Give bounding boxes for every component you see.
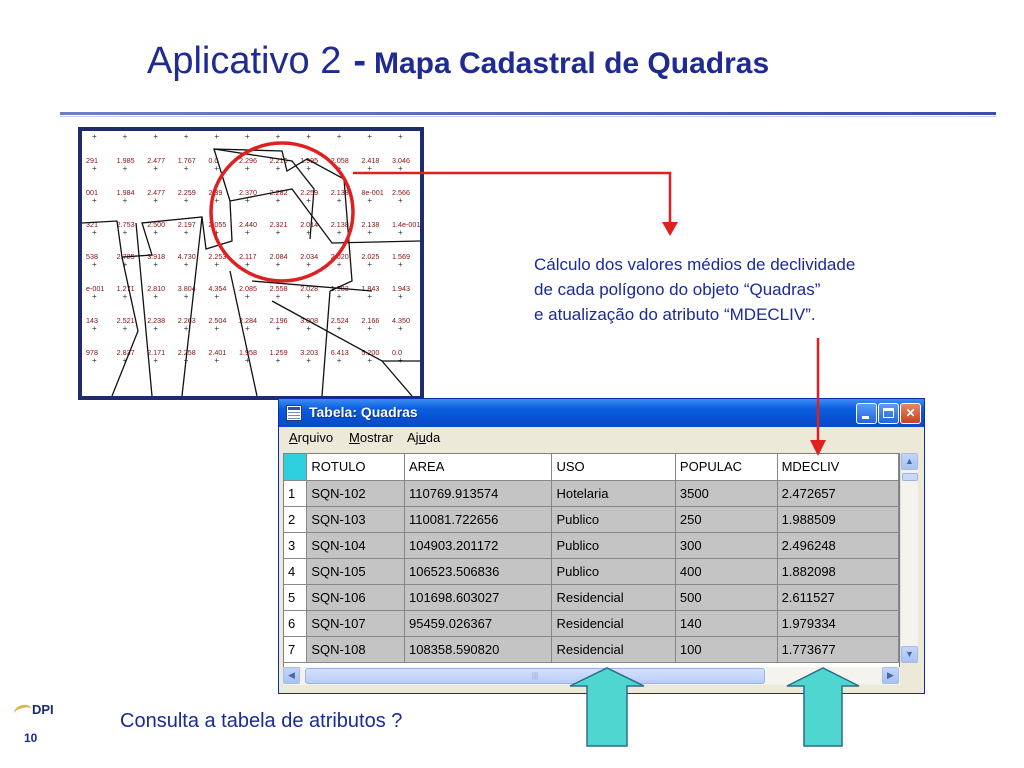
grid-value: 2.837 bbox=[116, 348, 135, 357]
grid-value: 1.995 bbox=[300, 156, 319, 165]
menu-ajuda[interactable] bbox=[407, 430, 440, 445]
grid-value: 2.566 bbox=[392, 188, 410, 197]
attribute-table bbox=[284, 454, 899, 663]
grid-cross: + bbox=[122, 356, 128, 365]
grid-value: 2.259 bbox=[300, 188, 319, 197]
grid-cross: + bbox=[214, 228, 220, 237]
cell-uso[interactable]: Residencial bbox=[552, 584, 675, 610]
cell-area[interactable]: 104903.201172 bbox=[404, 532, 551, 558]
grid-cross: + bbox=[122, 260, 128, 269]
scrollbar-corner bbox=[900, 667, 918, 685]
grid-cross: + bbox=[245, 260, 250, 269]
grid-value: 2.138 bbox=[361, 220, 380, 229]
grid-value: 2.558 bbox=[269, 284, 288, 293]
title-divider bbox=[60, 112, 996, 115]
grid-cross: + bbox=[245, 292, 250, 301]
grid-value: 2.258 bbox=[177, 348, 196, 357]
grid-value: 2.117 bbox=[239, 252, 257, 261]
cell-area[interactable]: 101698.603027 bbox=[404, 584, 551, 610]
grid-value: 2.785 bbox=[116, 252, 135, 261]
grid-value: 2.418 bbox=[361, 156, 380, 165]
table-icon bbox=[286, 405, 302, 421]
grid-cross: + bbox=[367, 324, 373, 333]
grid-cross: + bbox=[275, 324, 281, 333]
grid-cross: + bbox=[214, 260, 220, 269]
grid-value: 1.958 bbox=[239, 348, 257, 357]
cell-uso[interactable]: Publico bbox=[552, 558, 675, 584]
menu-arquivo[interactable] bbox=[289, 430, 333, 445]
grid-cross: + bbox=[183, 228, 189, 237]
attribute-table-window[interactable] bbox=[278, 398, 925, 694]
title-subtitle: Mapa Cadastral de Quadras bbox=[373, 47, 770, 80]
scroll-down-button[interactable] bbox=[901, 646, 918, 663]
grid-cross: + bbox=[183, 132, 189, 141]
grid-cross: + bbox=[306, 260, 311, 269]
annotation-line: e atualização do atributo “MDECLIV”. bbox=[534, 305, 816, 324]
menu-accel: M bbox=[349, 430, 360, 445]
cell-area[interactable]: 106523.506836 bbox=[404, 558, 551, 584]
cell-populac[interactable]: 250 bbox=[675, 506, 777, 532]
scroll-up-button[interactable] bbox=[901, 453, 918, 470]
grid-value: 3.804 bbox=[177, 284, 196, 293]
grid-cross: + bbox=[245, 228, 250, 237]
grid-cross: + bbox=[183, 260, 189, 269]
select-all-cell[interactable] bbox=[284, 454, 307, 480]
grid-cross: + bbox=[306, 196, 311, 205]
grid-value: 2.401 bbox=[208, 348, 227, 357]
horizontal-scrollbar[interactable] bbox=[283, 667, 900, 685]
cell-mdecliv[interactable]: 2.472657 bbox=[777, 480, 898, 506]
grid-value: 1.985 bbox=[116, 156, 135, 165]
grid-value: 2.020 bbox=[330, 252, 349, 261]
grid-cross: + bbox=[275, 356, 281, 365]
grid-cross: + bbox=[245, 196, 250, 205]
vertical-scroll-thumb[interactable] bbox=[902, 473, 918, 481]
grid-value: 1.843 bbox=[361, 284, 380, 293]
maximize-icon bbox=[883, 408, 894, 418]
table-row[interactable] bbox=[284, 506, 899, 532]
cell-mdecliv[interactable]: 1.988509 bbox=[777, 506, 898, 532]
logo-text: DPI bbox=[32, 702, 54, 717]
grid-cross: + bbox=[92, 132, 97, 141]
grid-cross: + bbox=[245, 132, 250, 141]
grid-cross: + bbox=[306, 132, 311, 141]
grid-value: 0.0 bbox=[392, 348, 402, 357]
grid-value: 2.370 bbox=[239, 188, 257, 197]
grid-cross: + bbox=[153, 324, 158, 333]
grid-value: 1.271 bbox=[116, 284, 135, 293]
row-number-cell[interactable]: 3 bbox=[284, 532, 307, 558]
cell-uso[interactable]: Residencial bbox=[552, 636, 675, 662]
menu-accel: u bbox=[418, 430, 426, 445]
grid-cross: + bbox=[336, 132, 342, 141]
grid-value: 1.983 bbox=[330, 284, 349, 293]
grid-cross: + bbox=[183, 292, 189, 301]
grid-cross: + bbox=[306, 292, 311, 301]
cell-uso[interactable]: Publico bbox=[552, 532, 675, 558]
grid-value: 2.171 bbox=[147, 348, 166, 357]
grid-cross: + bbox=[153, 260, 158, 269]
grid-value: 4.730 bbox=[177, 252, 196, 261]
menu-mostrar[interactable] bbox=[349, 430, 393, 445]
table-row[interactable] bbox=[284, 558, 899, 584]
row-number-cell[interactable]: 4 bbox=[284, 558, 307, 584]
grid-cross: + bbox=[245, 164, 250, 173]
grid-value: 2.753 bbox=[116, 220, 135, 229]
annotation-text bbox=[534, 252, 974, 327]
cell-populac[interactable]: 300 bbox=[675, 532, 777, 558]
grid-cross: + bbox=[92, 260, 97, 269]
slope-grid bbox=[86, 132, 420, 365]
grid-cross: + bbox=[367, 196, 373, 205]
minimize-icon bbox=[862, 416, 869, 419]
cell-uso[interactable]: Hotelaria bbox=[552, 480, 675, 506]
grid-cross: + bbox=[214, 356, 220, 365]
grid-cross: + bbox=[92, 164, 97, 173]
grid-cross: + bbox=[183, 356, 189, 365]
grid-value: 2.321 bbox=[269, 220, 288, 229]
grid-cross: + bbox=[398, 292, 403, 301]
grid-value: 8e-001 bbox=[361, 188, 384, 197]
table-header-row bbox=[284, 454, 899, 480]
grid-value: 6.413 bbox=[330, 348, 349, 357]
grid-cross: + bbox=[153, 164, 158, 173]
grid-value: 2.138 bbox=[330, 220, 349, 229]
grid-cross: + bbox=[214, 164, 220, 173]
cell-rotulo[interactable]: SQN-106 bbox=[307, 584, 405, 610]
cell-rotulo[interactable]: SQN-103 bbox=[307, 506, 405, 532]
grid-value: 1.259 bbox=[269, 348, 288, 357]
scroll-right-button[interactable] bbox=[882, 667, 899, 684]
grid-cross: + bbox=[336, 196, 342, 205]
grid-cross: + bbox=[153, 356, 158, 365]
grid-cross: + bbox=[153, 228, 158, 237]
grid-cross: + bbox=[367, 260, 373, 269]
grid-cross: + bbox=[122, 164, 128, 173]
grid-cross: + bbox=[245, 324, 250, 333]
page-number: 10 bbox=[24, 731, 38, 745]
cell-mdecliv[interactable]: 2.496248 bbox=[777, 532, 898, 558]
cell-rotulo[interactable]: SQN-105 bbox=[307, 558, 405, 584]
attribute-grid bbox=[283, 453, 900, 681]
cell-populac[interactable]: 3500 bbox=[675, 480, 777, 506]
table-row[interactable] bbox=[284, 610, 899, 636]
map-canvas bbox=[82, 131, 420, 396]
grid-cross: + bbox=[306, 324, 311, 333]
slide-title bbox=[147, 40, 769, 83]
grid-value: 3.203 bbox=[300, 348, 319, 357]
table-row[interactable] bbox=[284, 532, 899, 558]
grid-value: 4.350 bbox=[392, 316, 410, 325]
row-number-cell[interactable]: 5 bbox=[284, 584, 307, 610]
column-header-area[interactable]: AREA bbox=[404, 454, 551, 480]
close-button[interactable] bbox=[900, 403, 921, 424]
grid-cross: + bbox=[398, 164, 403, 173]
window-titlebar[interactable] bbox=[279, 399, 924, 427]
grid-value: 2.39 bbox=[208, 188, 223, 197]
cell-populac[interactable]: 140 bbox=[675, 610, 777, 636]
grid-cross: + bbox=[92, 324, 97, 333]
block-polygon bbox=[182, 217, 202, 396]
chevron-left-icon: ◀ bbox=[288, 670, 295, 680]
grid-value: 538 bbox=[86, 252, 98, 261]
cell-populac[interactable]: 500 bbox=[675, 584, 777, 610]
grid-value: 2.238 bbox=[147, 316, 166, 325]
grid-value: 5.200 bbox=[361, 348, 380, 357]
row-number-cell[interactable]: 1 bbox=[284, 480, 307, 506]
grid-cross: + bbox=[398, 228, 403, 237]
grid-cross: + bbox=[153, 292, 158, 301]
grid-cross: + bbox=[122, 292, 128, 301]
logo-swoosh bbox=[13, 703, 34, 720]
grid-value: 2.440 bbox=[239, 220, 257, 229]
grid-value: 2.025 bbox=[361, 252, 380, 261]
grid-value: 143 bbox=[86, 316, 98, 325]
block-polygon bbox=[322, 291, 330, 396]
grid-cross: + bbox=[214, 132, 220, 141]
grid-cross: + bbox=[122, 324, 128, 333]
grid-value: 2.138 bbox=[330, 188, 349, 197]
grid-cross: + bbox=[336, 292, 342, 301]
grid-value: 2.197 bbox=[177, 220, 196, 229]
grid-cross: + bbox=[398, 132, 403, 141]
column-header-uso[interactable]: USO bbox=[552, 454, 675, 480]
grid-value: 2.196 bbox=[269, 316, 288, 325]
grid-value: 2.058 bbox=[330, 156, 349, 165]
chevron-up-icon: ▲ bbox=[905, 456, 914, 466]
grid-cross: + bbox=[92, 228, 97, 237]
scroll-left-button[interactable] bbox=[283, 667, 300, 684]
annotation-line: Cálculo dos valores médios de declividade bbox=[534, 255, 856, 274]
grid-value: 2.034 bbox=[300, 252, 319, 261]
grid-cross: + bbox=[275, 164, 281, 173]
grid-cross: + bbox=[153, 196, 158, 205]
horizontal-scroll-thumb[interactable]: ||| bbox=[305, 668, 765, 684]
menu-label: da bbox=[425, 430, 441, 445]
grid-value: 2.259 bbox=[177, 188, 196, 197]
menu-bar bbox=[279, 427, 924, 449]
grid-value: 2.504 bbox=[208, 316, 227, 325]
cadastral-map bbox=[78, 127, 424, 400]
grid-cross: + bbox=[214, 292, 220, 301]
grid-value: 2.084 bbox=[269, 252, 288, 261]
grid-value: 1.984 bbox=[116, 188, 135, 197]
grid-value: 2.810 bbox=[147, 284, 166, 293]
grid-value: 2.253 bbox=[208, 252, 227, 261]
menu-label: ostrar bbox=[359, 430, 394, 445]
grid-value: 3.918 bbox=[147, 252, 166, 261]
grid-cross: + bbox=[153, 132, 158, 141]
window-title: Tabela: Quadras bbox=[309, 404, 418, 420]
title-divider-shadow bbox=[60, 116, 996, 117]
grid-cross: + bbox=[122, 196, 128, 205]
grid-cross: + bbox=[275, 132, 281, 141]
grid-value: 2.521 bbox=[116, 316, 135, 325]
cell-mdecliv[interactable]: 2.611527 bbox=[777, 584, 898, 610]
grid-cross: + bbox=[183, 164, 189, 173]
grid-cross: + bbox=[92, 292, 97, 301]
grid-value: 2.216 bbox=[269, 156, 288, 165]
grid-value: 3.046 bbox=[392, 156, 410, 165]
grid-cross: + bbox=[275, 228, 281, 237]
grid-cross: + bbox=[306, 228, 311, 237]
grid-value: 2.166 bbox=[361, 316, 380, 325]
grid-cross: + bbox=[306, 356, 311, 365]
grid-cross: + bbox=[336, 164, 342, 173]
title-main: Aplicativo 2 bbox=[147, 40, 342, 82]
grid-cross: + bbox=[336, 260, 342, 269]
grid-value: 2.085 bbox=[239, 284, 257, 293]
grid-value: 2.263 bbox=[177, 316, 196, 325]
grid-value: e-001 bbox=[86, 284, 105, 293]
grid-cross: + bbox=[367, 356, 373, 365]
row-number-cell[interactable]: 2 bbox=[284, 506, 307, 532]
table-row[interactable] bbox=[284, 480, 899, 506]
grid-value: 2.028 bbox=[300, 284, 319, 293]
grid-cross: + bbox=[214, 196, 220, 205]
grid-cross: + bbox=[214, 324, 220, 333]
grid-value: 2.477 bbox=[147, 188, 166, 197]
cell-uso[interactable]: Publico bbox=[552, 506, 675, 532]
cell-rotulo[interactable]: SQN-108 bbox=[307, 636, 405, 662]
grid-value: 2.296 bbox=[239, 156, 257, 165]
grid-cross: + bbox=[92, 356, 97, 365]
grid-cross: + bbox=[275, 196, 281, 205]
grid-value: 1.4e-001 bbox=[392, 220, 420, 229]
grid-cross: + bbox=[398, 196, 403, 205]
grid-value: 3.008 bbox=[300, 316, 319, 325]
cell-mdecliv[interactable]: 1.979334 bbox=[777, 610, 898, 636]
menu-label: Aj bbox=[407, 430, 419, 445]
grid-cross: + bbox=[275, 260, 281, 269]
chevron-right-icon: ▶ bbox=[887, 670, 894, 680]
minimize-button[interactable] bbox=[856, 403, 877, 424]
grid-value: 291 bbox=[86, 156, 98, 165]
row-number-cell[interactable]: 7 bbox=[284, 636, 307, 662]
grid-cross: + bbox=[367, 132, 373, 141]
title-dash: - bbox=[353, 40, 366, 82]
grid-cross: + bbox=[336, 228, 342, 237]
grid-cross: + bbox=[367, 164, 373, 173]
grid-value: 001 bbox=[86, 188, 98, 197]
column-header-populac[interactable]: POPULAC bbox=[675, 454, 777, 480]
maximize-button[interactable] bbox=[878, 403, 899, 424]
cell-rotulo[interactable]: SQN-102 bbox=[307, 480, 405, 506]
column-header-rotulo[interactable]: ROTULO bbox=[307, 454, 405, 480]
grid-cross: + bbox=[398, 356, 403, 365]
cell-rotulo[interactable]: SQN-104 bbox=[307, 532, 405, 558]
cell-area[interactable]: 108358.590820 bbox=[404, 636, 551, 662]
grid-value: 1.767 bbox=[177, 156, 196, 165]
question-text: Consulta a tabela de atributos ? bbox=[120, 710, 403, 732]
grid-cross: + bbox=[122, 132, 128, 141]
chevron-down-icon: ▼ bbox=[905, 649, 914, 659]
grid-value: 1.569 bbox=[392, 252, 410, 261]
table-row[interactable] bbox=[284, 584, 899, 610]
menu-accel: A bbox=[289, 430, 298, 445]
cell-populac[interactable]: 100 bbox=[675, 636, 777, 662]
annotation-line: de cada polígono do objeto “Quadras” bbox=[534, 280, 821, 299]
cell-mdecliv[interactable]: 1.882098 bbox=[777, 558, 898, 584]
grid-value: 321 bbox=[86, 220, 98, 229]
grid-cross: + bbox=[122, 228, 128, 237]
grid-value: 2.014 bbox=[300, 220, 319, 229]
grid-value: 2.282 bbox=[269, 188, 288, 197]
cell-rotulo[interactable]: SQN-107 bbox=[307, 610, 405, 636]
grid-cross: + bbox=[336, 324, 342, 333]
grid-cross: + bbox=[306, 164, 311, 173]
cell-populac[interactable]: 400 bbox=[675, 558, 777, 584]
grid-cross: + bbox=[183, 324, 189, 333]
menu-label: rquivo bbox=[297, 430, 334, 445]
grid-cross: + bbox=[398, 324, 403, 333]
block-polygon bbox=[382, 361, 412, 396]
grid-value: 2.284 bbox=[239, 316, 257, 325]
grid-cross: + bbox=[92, 196, 97, 205]
grid-cross: + bbox=[275, 292, 281, 301]
grid-value: 978 bbox=[86, 348, 98, 357]
table-row[interactable] bbox=[284, 636, 899, 662]
grid-cross: + bbox=[245, 356, 250, 365]
grid-value: 2.524 bbox=[330, 316, 349, 325]
grid-cross: + bbox=[183, 196, 189, 205]
close-icon: ✕ bbox=[905, 406, 916, 420]
cell-area[interactable]: 110081.722656 bbox=[404, 506, 551, 532]
column-header-mdecliv[interactable]: MDECLIV bbox=[777, 454, 898, 480]
grid-cross: + bbox=[367, 228, 373, 237]
grid-cross: + bbox=[336, 356, 342, 365]
grid-value: 2.477 bbox=[147, 156, 166, 165]
grid-cross: + bbox=[367, 292, 373, 301]
cell-area[interactable]: 95459.026367 bbox=[404, 610, 551, 636]
row-number-cell[interactable]: 6 bbox=[284, 610, 307, 636]
grid-value: 1.943 bbox=[392, 284, 410, 293]
grid-value: 2.500 bbox=[147, 220, 166, 229]
cell-uso[interactable]: Residencial bbox=[552, 610, 675, 636]
grid-cross: + bbox=[398, 260, 403, 269]
grid-value: 2.055 bbox=[208, 220, 227, 229]
grid-value: 4.354 bbox=[208, 284, 227, 293]
grid-value: 0.0 bbox=[208, 156, 219, 165]
dpi-logo bbox=[14, 702, 64, 722]
cell-area[interactable]: 110769.913574 bbox=[404, 480, 551, 506]
vertical-scrollbar[interactable] bbox=[900, 453, 918, 663]
arrow-down-icon bbox=[662, 222, 678, 236]
cell-mdecliv[interactable]: 1.773677 bbox=[777, 636, 898, 662]
